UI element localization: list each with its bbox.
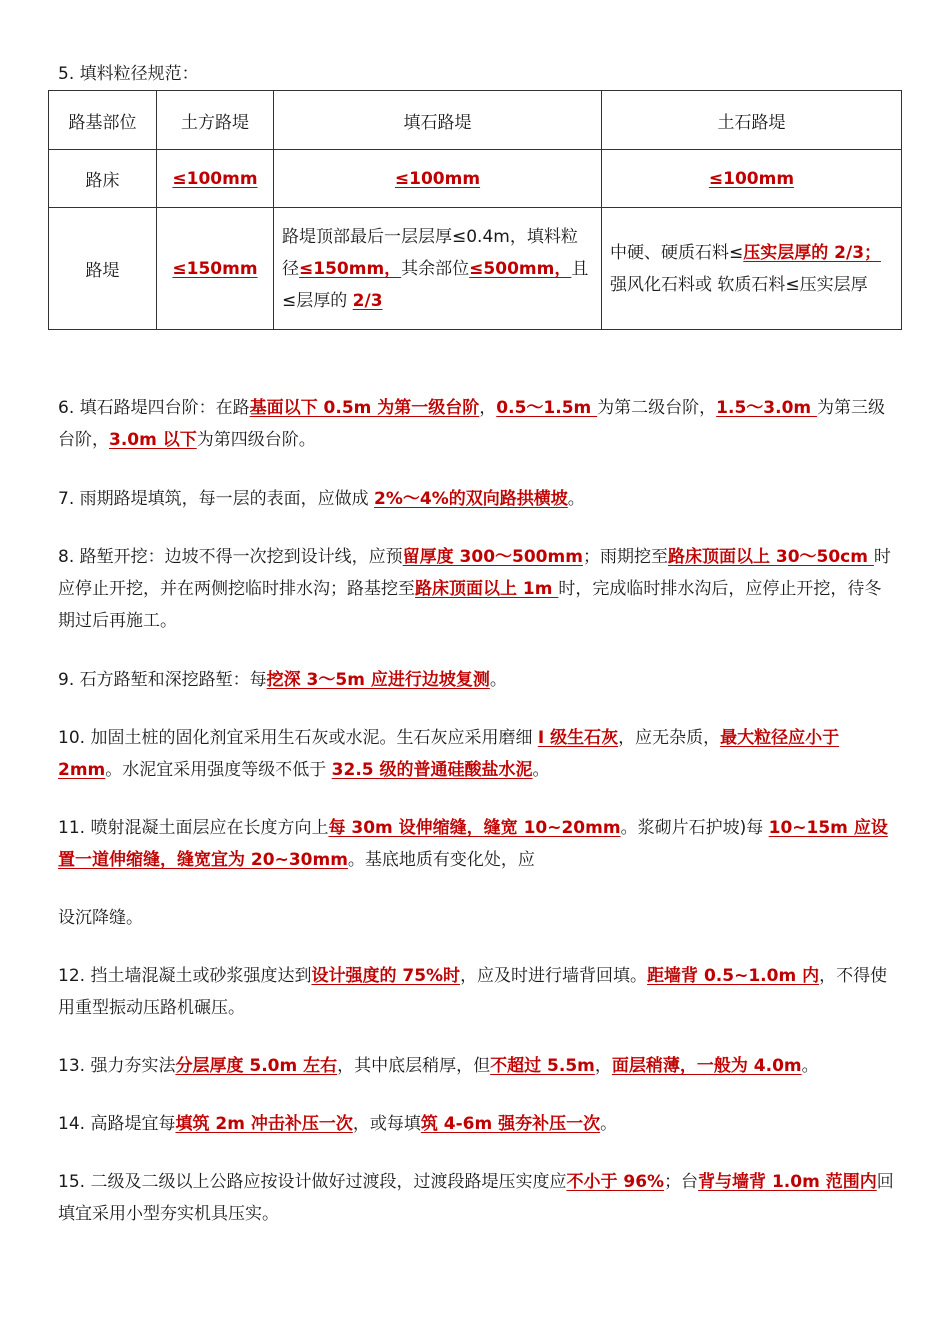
earth-embankment-limit: ≤150mm [172,258,258,279]
row-label: 路床 [49,150,157,208]
rock-bed-limit: ≤100mm [394,168,481,189]
mixed-embankment-rule: 中硬、硬质石料≤压实层厚的 2/3；强风化石料或 软质石料≤压实层厚 [602,208,902,330]
mixed-bed-limit: ≤100mm [708,168,795,189]
item-9: 9. 石方路堑和深挖路堑：每挖深 3～5m 应进行边坡复测。 [58,670,507,690]
rock-embankment-rule: 路堤顶部最后一层层厚≤0.4m，填料粒径≤150mm，其余部位≤500mm，且≤层厚的 2/3 [274,208,602,330]
table-header-row [49,91,902,150]
header-cell: 填石路堤 [274,91,602,150]
earth-bed-limit: ≤100mm [172,168,258,189]
item-8: 8. 路堑开挖：边坡不得一次挖到设计线，应预留厚度 300～500mm；雨期挖至路床顶面以上 30～50cm 时应停止开挖，并在两侧挖临时排水沟；路基挖至路床顶面以上 1m 时，完成临时排水沟后，应停止开挖，待冬期过后再施工。 [58,547,891,631]
item-11-continued: 设沉降缝。 [58,908,143,928]
header-cell: 土石路堤 [602,91,902,150]
item-11: 11. 喷射混凝土面层应在长度方向上每 30m 设伸缩缝，缝宽 10~20mm。浆砌片石护坡)每 10~15m 应设置一道伸缩缝，缝宽宜为 20~30mm。基底地质有变化处，应 [58,818,888,870]
item-7: 7. 雨期路堤填筑，每一层的表面，应做成 2%～4%的双向路拱横坡。 [58,489,585,509]
header-cell: 路基部位 [49,91,157,150]
table-row-subgrade-bed [49,150,902,208]
item-15: 15. 二级及二级以上公路应按设计做好过渡段，过渡段路堤压实度应不小于 96%；台背与墙背 1.0m 范围内回填宜采用小型夯实机具压实。 [58,1172,894,1224]
table-row-embankment [49,208,902,330]
section-5-title: 5. 填料粒径规范： [58,64,199,84]
fill-particle-size-table [48,90,902,330]
row-label: 路堤 [49,208,157,330]
item-13: 13. 强力夯实法分层厚度 5.0m 左右，其中底层稍厚，但不超过 5.5m，面层稍薄，一般为 4.0m。 [58,1056,819,1076]
item-6: 6. 填石路堤四台阶：在路基面以下 0.5m 为第一级台阶，0.5～1.5m 为第二级台阶，1.5～3.0m 为第三级台阶，3.0m 以下为第四级台阶。 [58,398,886,450]
header-cell: 土方路堤 [157,91,274,150]
item-12: 12. 挡土墙混凝土或砂浆强度达到设计强度的 75%时，应及时进行墙背回填。距墙背 0.5~1.0m 内，不得使用重型振动压路机碾压。 [58,966,888,1018]
item-10: 10. 加固土桩的固化剂宜采用生石灰或水泥。生石灰应采用磨细 I 级生石灰，应无杂质，最大粒径应小于 2mm。水泥宜采用强度等级不低于 32.5 级的普通硅酸盐水泥。 [58,728,840,780]
item-14: 14. 高路堤宜每填筑 2m 冲击补压一次，或每填筑 4-6m 强夯补压一次。 [58,1114,618,1134]
